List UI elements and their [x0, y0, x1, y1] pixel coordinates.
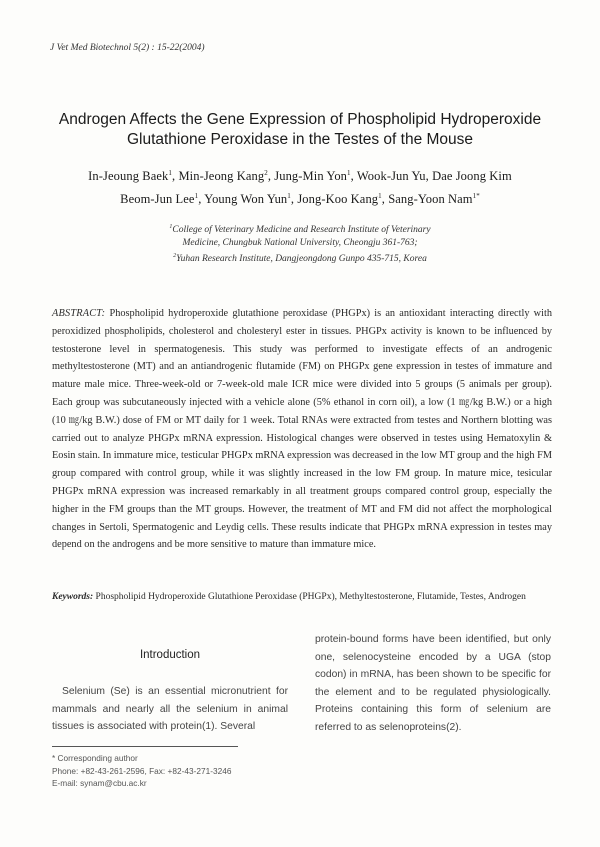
keywords-label: Keywords:	[52, 592, 94, 602]
author-name: In-Jeoung Baek	[88, 169, 169, 184]
abstract-label: ABSTRACT:	[52, 308, 106, 319]
contact-email: E-mail: synam@cbu.ac.kr	[52, 778, 147, 788]
author-name: Wook-Jun Yu	[356, 169, 426, 184]
journal-citation: J Vet Med Biotechnol 5(2) : 15-22(2004)	[50, 43, 205, 53]
footnote-divider	[52, 746, 238, 747]
author-affil-sup: 1	[287, 192, 291, 201]
author-affil-sup: 2	[264, 169, 268, 177]
contact-phone-fax: Phone: +82-43-261-2596, Fax: +82-43-271-3246	[52, 765, 232, 776]
introduction-heading: Introduction	[139, 649, 201, 661]
author-affil-sup: 1	[168, 169, 172, 177]
corresponding-author-note: * Corresponding author	[52, 753, 138, 763]
abstract	[52, 305, 552, 554]
author-affil-sup: 1*	[472, 192, 480, 201]
affiliations	[30, 221, 570, 266]
author-affil-sup: 1	[347, 169, 351, 177]
introduction-right-column: protein-bound forms have been identified, but only one, selenocysteine encoded by a UGA (stop codon) in mRNA, has been shown to be specific for the element and to be regulated physiologically. Proteins containing this form of selenium are referred to as selenoproteins(2).	[315, 634, 551, 733]
affiliation-2	[30, 250, 570, 266]
author-affil-sup: 1	[378, 192, 382, 201]
author-name: Sang-Yoon Nam	[388, 192, 473, 207]
affiliation-1-line-1	[30, 221, 570, 237]
author-list	[30, 163, 570, 209]
affiliation-sup: 1	[169, 224, 173, 230]
introduction-left-column: Selenium (Se) is an essential micronutrient for mammals and nearly all the selenium in animal tissues is associated with protein(1). Several	[52, 686, 288, 732]
author-name: Dae Joong Kim	[432, 169, 512, 184]
abstract-text: Phospholipid hydroperoxide glutathione peroxidase (PHGPx) is an antioxidant interacting directly with peroxidized phospholipids, cholesterol and cholesteryl ester in tissues. PHGPx activity is known to be influenced by testosterone level in spermatogenesis. This study was performed to investigate effects of an androgenic methyltestosterone (MT) and an antiandrogenic flutamide (FM) on PHGPx gene expression in testes of immature and mature male mice. Three-week-old or 7-week-old male ICR mice were divided into 5 groups (5 animals per group). Each group was subcutaneously injected with a vehicle alone (5% ethanol in corn oil), a low (1 ㎎/kg B.W.) or a high (10 ㎎/kg B.W.) dose of FM or MT daily for 1 week. Total RNAs were extracted from testes and Northern blotting was carried out to analyze PHGPx mRNA expression. Histological changes were observed in testes using Hematoxylin & Eosin stain. In immature mice, testicular PHGPx mRNA expression was decreased in the low MT group and the high FM group compared with control group, while it was slightly increased in the low FM group. In mature mice, tesicular PHGPx mRNA expression was increased remarkably in all treatment groups compared control group, especially the higher in the FM groups than the MT groups. However, the treatment of MT and FM did not affect the morphological changes in Sertoli, Spermatogenic and Leydig cells. These results indicate that PHGPx mRNA expression in testes may depend on the androgens and be more sensitive to mature than immature mice.	[52, 308, 552, 551]
affiliation-text: College of Veterinary Medicine and Research Institute of Veterinary	[172, 225, 431, 236]
author-name: Beom-Jun Lee	[120, 192, 195, 207]
title-line-2: Glutathione Peroxidase in the Testes of the Mouse	[126, 131, 474, 148]
author-name: Jong-Koo Kang	[297, 192, 379, 207]
affiliation-text: Yuhan Research Institute, Dangjeongdong Gunpo 435-715, Korea	[176, 254, 427, 265]
author-line-1: In-Jeoung Baek$^1$, Min-Jeong Kang$^2$, Jung-Min Yon$^1$, Wook-Jun Yu, Dae Joong Kim	[88, 169, 512, 184]
keywords	[52, 589, 552, 606]
author-name: Min-Jeong Kang	[178, 169, 265, 184]
author-name: Jung-Min Yon	[274, 169, 348, 184]
footnote	[52, 752, 231, 790]
affiliation-sup: 2	[173, 253, 177, 260]
keywords-text: Phospholipid Hydroperoxide Glutathione Peroxidase (PHGPx), Methyltestosterone, Flutamide, Testes, Androgen	[95, 592, 526, 602]
author-affil-sup: 1	[194, 192, 199, 201]
affiliation-1-line-2: Medicine, Chungbuk National University, Cheongju 361-763;	[182, 238, 418, 249]
title-line-1: Androgen Affects the Gene Expression of Phospholipid Hydroperoxide	[58, 111, 542, 128]
paper-title	[30, 110, 570, 150]
author-name: Young Won Yun	[204, 192, 288, 207]
author-line-2: Beom-Jun Lee$^1$, Young Won Yun$^1$, Jong-Koo Kang$^1$, Sang-Yoon Nam$^{1*}$	[120, 192, 480, 207]
